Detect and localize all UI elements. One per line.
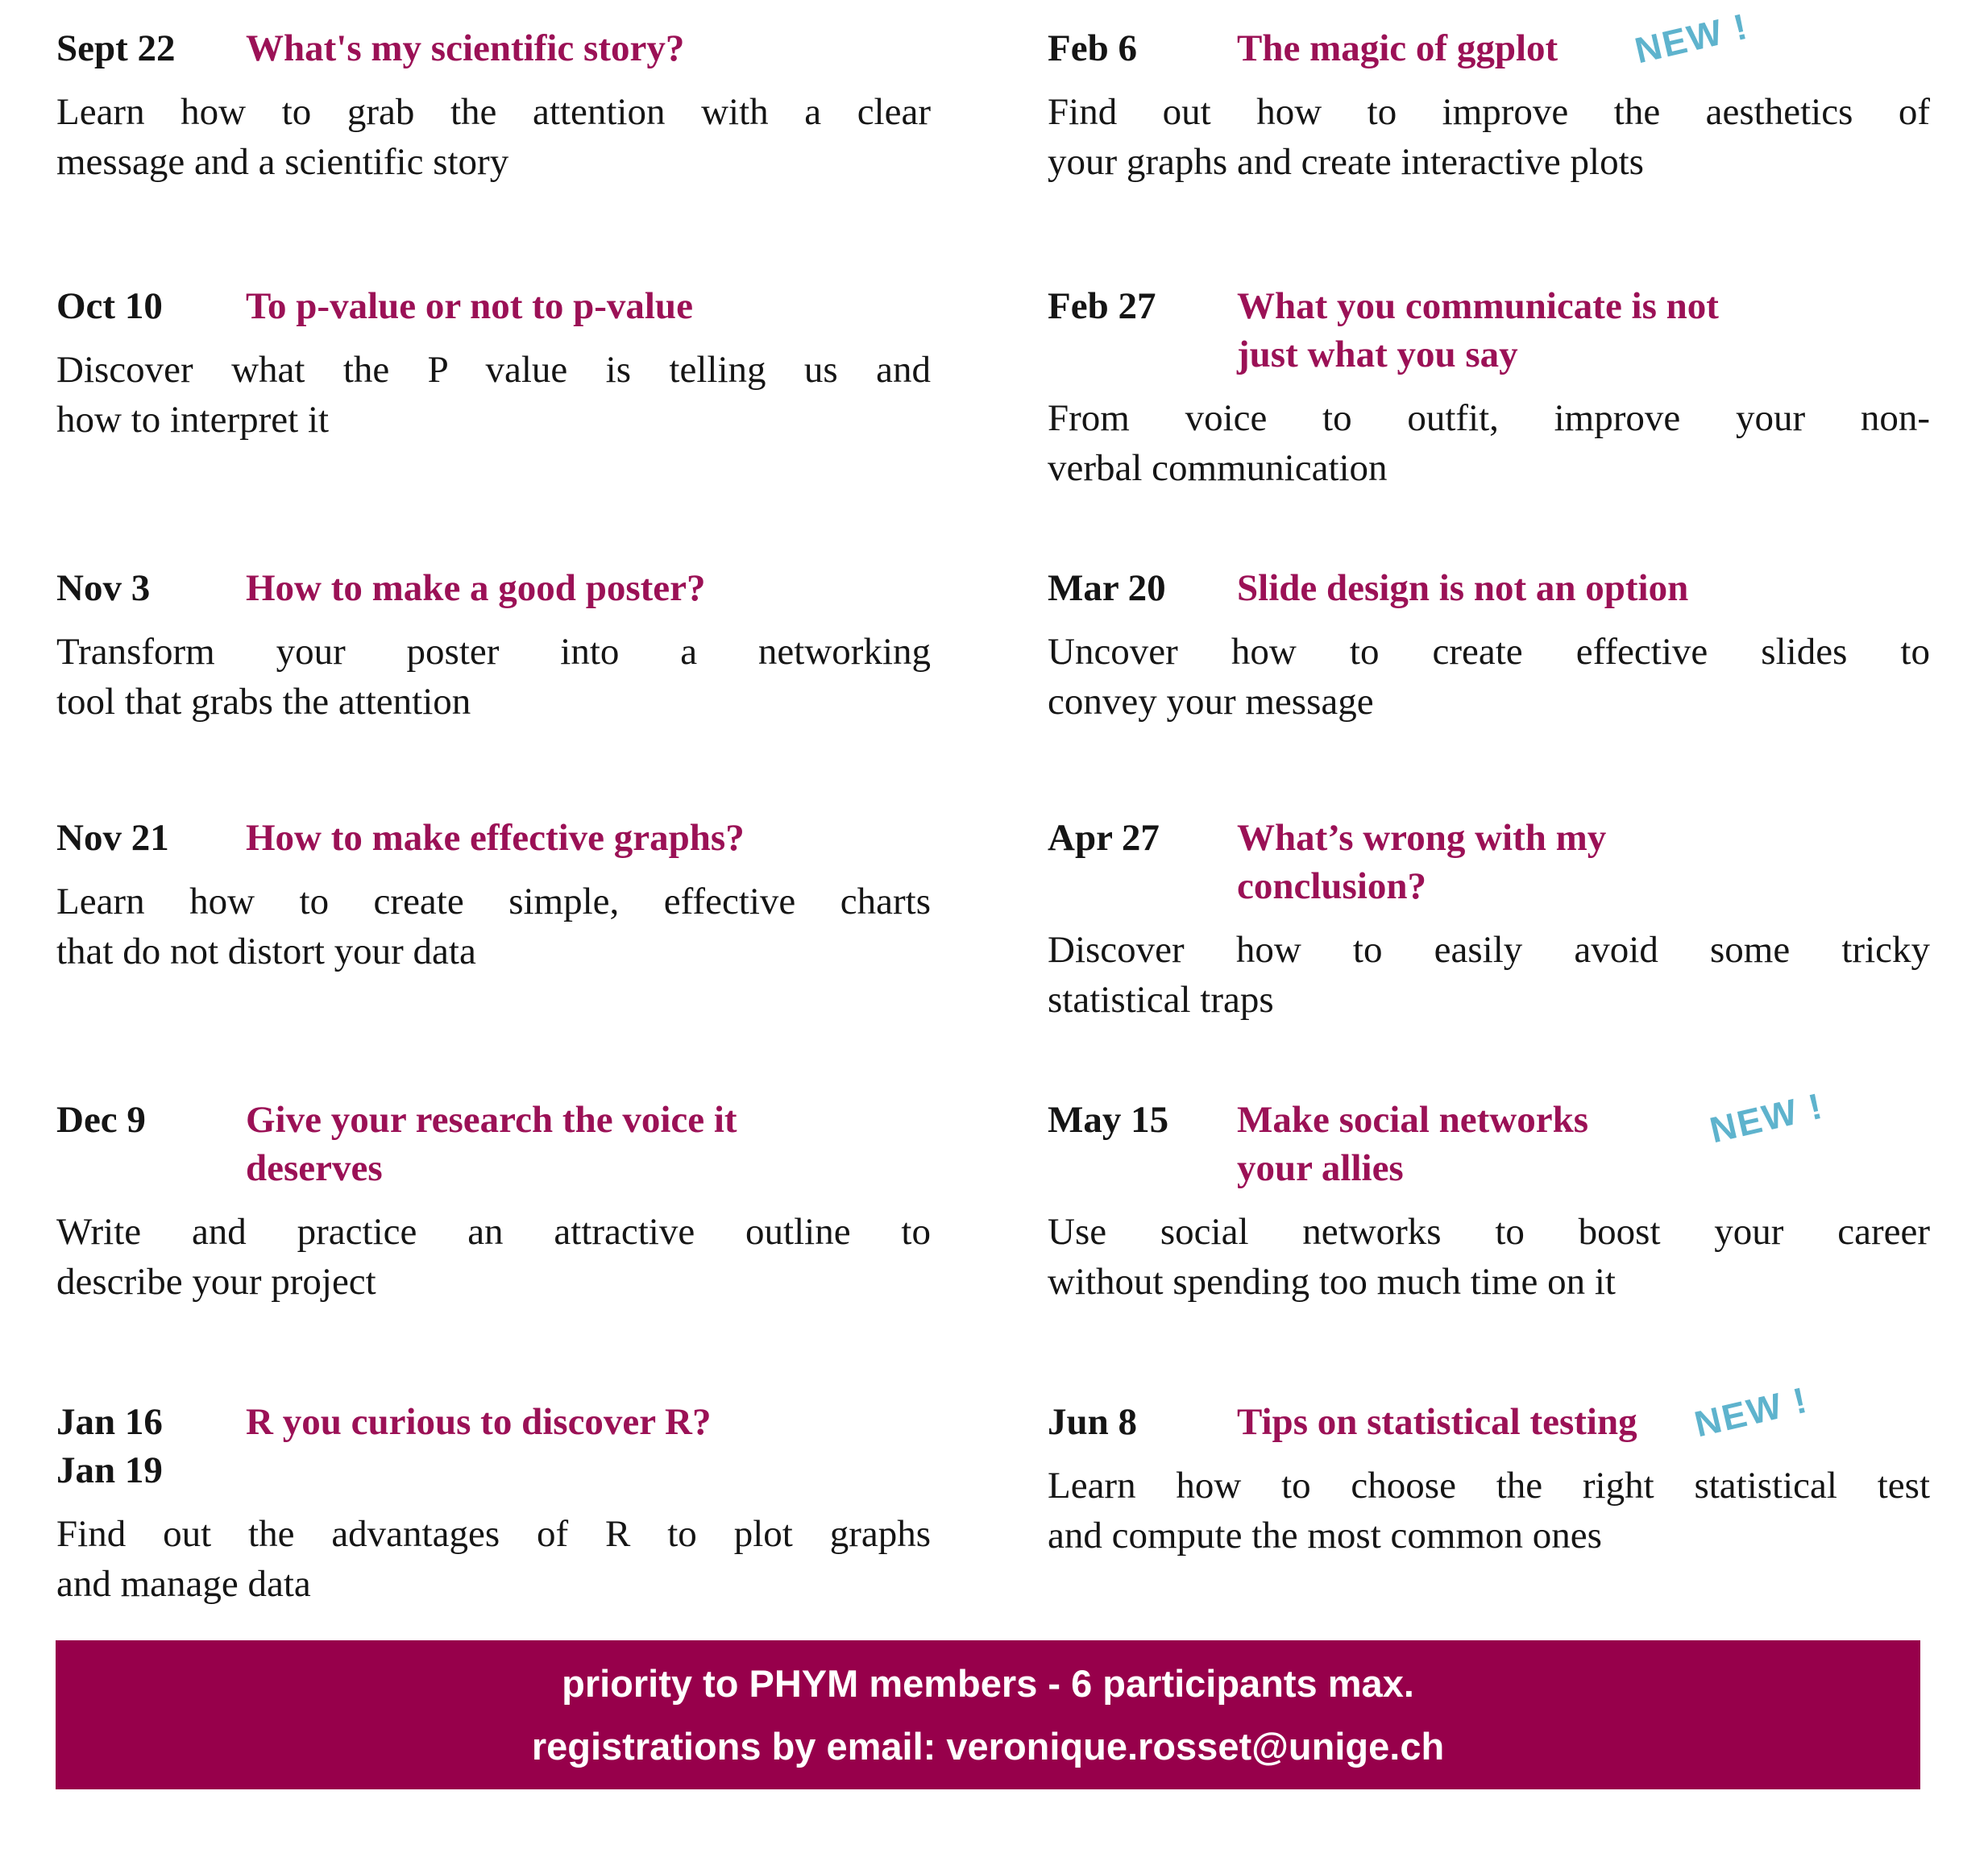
session-title [1237, 1084, 1930, 1192]
date-label: Nov 21 [56, 817, 169, 859]
desc-line: Find out the advantages of R to plot graphs [56, 1513, 931, 1555]
title-line: What’s wrong with my [1237, 817, 1607, 859]
desc-line: Learn how to grab the attention with a clear [56, 91, 931, 133]
workshop-schedule [56, 5, 1930, 1609]
session-head [1048, 1084, 1930, 1192]
title-line: Slide design is not an option [1237, 567, 1689, 609]
desc-line: Learn how to choose the right statistical test [1048, 1465, 1930, 1507]
session-description [56, 1207, 931, 1307]
session-date [1048, 1398, 1237, 1446]
title-line: What you communicate is not [1237, 285, 1719, 327]
session-apr-27 [1048, 814, 1930, 1025]
session-title [1237, 1378, 1930, 1446]
session-date [1048, 24, 1237, 73]
desc-line: Uncover how to create effective slides to [1048, 631, 1930, 673]
session-description [1048, 393, 1930, 493]
footer-banner [56, 1640, 1920, 1789]
session-title [1237, 282, 1930, 379]
session-head [1048, 1378, 1930, 1446]
title-line: How to make effective graphs? [246, 817, 745, 859]
title-line: To p-value or not to p-value [246, 285, 693, 327]
session-title [246, 1096, 931, 1192]
session-head [1048, 564, 1930, 612]
desc-line: and manage data [56, 1563, 311, 1605]
date-label: Apr 27 [1048, 817, 1160, 859]
session-description [1048, 87, 1930, 187]
desc-line: tool that grabs the attention [56, 681, 471, 723]
desc-line: Use social networks to boost your career [1048, 1211, 1930, 1253]
session-head [1048, 5, 1930, 73]
new-badge: NEW ! [1690, 1378, 1812, 1445]
session-dec-9 [56, 1096, 931, 1307]
date-label: Jan 16 [56, 1401, 163, 1443]
session-feb-6 [1048, 5, 1930, 187]
title-line: R you curious to discover R? [246, 1401, 712, 1443]
desc-line: Learn how to create simple, effective charts [56, 881, 931, 922]
title-line: your allies [1237, 1147, 1404, 1189]
session-date [56, 814, 246, 862]
desc-line: that do not distort your data [56, 931, 476, 972]
session-jun-8 [1048, 1378, 1930, 1561]
session-head [56, 564, 931, 612]
desc-line: Find out how to improve the aesthetics of [1048, 91, 1930, 133]
session-nov-3 [56, 564, 931, 727]
footer-priority-line: priority to PHYM members - 6 participants max. [562, 1662, 1414, 1706]
date-label: Jan 19 [56, 1449, 163, 1491]
session-date [1048, 282, 1237, 330]
title-line: Make social networks [1237, 1099, 1589, 1141]
desc-line: From voice to outfit, improve your non- [1048, 397, 1930, 439]
title-line: just what you say [1237, 334, 1518, 375]
session-date [1048, 814, 1237, 862]
session-date [1048, 564, 1237, 612]
session-title [246, 1398, 931, 1446]
desc-line: Discover how to easily avoid some tricky [1048, 929, 1930, 971]
session-description [1048, 627, 1930, 727]
session-title [246, 564, 931, 612]
desc-line: message and a scientific story [56, 141, 509, 183]
title-line: How to make a good poster? [246, 567, 706, 609]
date-label: May 15 [1048, 1099, 1169, 1141]
session-may-15 [1048, 1084, 1930, 1307]
desc-line: how to interpret it [56, 399, 330, 441]
session-head [1048, 814, 1930, 910]
session-title [1237, 814, 1930, 910]
session-description [56, 877, 931, 976]
desc-line: Discover what the P value is telling us and [56, 349, 931, 391]
session-date [1048, 1096, 1237, 1144]
title-line: Give your research the voice it [246, 1099, 737, 1141]
session-nov-21 [56, 814, 931, 976]
session-date [56, 564, 246, 612]
session-head [1048, 282, 1930, 379]
session-title [246, 282, 931, 330]
session-date [56, 1096, 246, 1144]
session-title [1237, 5, 1930, 73]
session-oct-10 [56, 282, 931, 445]
date-label: Mar 20 [1048, 567, 1166, 609]
session-head [56, 282, 931, 330]
session-sept-22 [56, 24, 931, 187]
date-label: Oct 10 [56, 285, 163, 327]
session-head [56, 1398, 931, 1494]
session-head [56, 1096, 931, 1192]
title-line: Tips on statistical testing [1237, 1401, 1637, 1443]
session-title [246, 24, 931, 73]
title-line: conclusion? [1237, 865, 1427, 907]
desc-line: convey your message [1048, 681, 1374, 723]
session-head [56, 814, 931, 862]
date-label: Feb 27 [1048, 285, 1156, 327]
desc-line: Transform your poster into a networking [56, 631, 931, 673]
desc-line: verbal communication [1048, 447, 1388, 489]
desc-line: your graphs and create interactive plots [1048, 141, 1644, 183]
date-label: Dec 9 [56, 1099, 146, 1141]
session-head [56, 24, 931, 73]
desc-line: statistical traps [1048, 979, 1274, 1021]
session-description [56, 627, 931, 727]
desc-line: and compute the most common ones [1048, 1515, 1602, 1557]
session-description [56, 87, 931, 187]
desc-line: describe your project [56, 1261, 376, 1303]
session-jan-16-19 [56, 1398, 931, 1609]
session-description [1048, 1207, 1930, 1307]
session-description [56, 345, 931, 445]
date-label: Sept 22 [56, 27, 176, 69]
title-line: What's my scientific story? [246, 27, 685, 69]
date-label: Feb 6 [1048, 27, 1137, 69]
title-line: The magic of ggplot [1237, 27, 1558, 69]
session-date [56, 1398, 246, 1494]
date-label: Nov 3 [56, 567, 151, 609]
date-label: Jun 8 [1048, 1401, 1138, 1443]
session-title [246, 814, 931, 862]
footer-registration-line: registrations by email: veronique.rosset@unige.ch [531, 1724, 1445, 1768]
session-title [1237, 564, 1930, 612]
session-description [1048, 925, 1930, 1025]
title-line: deserves [246, 1147, 383, 1189]
desc-line: without spending too much time on it [1048, 1261, 1616, 1303]
session-mar-20 [1048, 564, 1930, 727]
session-date [56, 24, 246, 73]
session-date [56, 282, 246, 330]
session-description [56, 1509, 931, 1609]
session-feb-27 [1048, 282, 1930, 493]
new-badge: NEW ! [1631, 5, 1753, 72]
session-description [1048, 1461, 1930, 1561]
new-badge: NEW ! [1705, 1084, 1828, 1151]
desc-line: Write and practice an attractive outline to [56, 1211, 931, 1253]
